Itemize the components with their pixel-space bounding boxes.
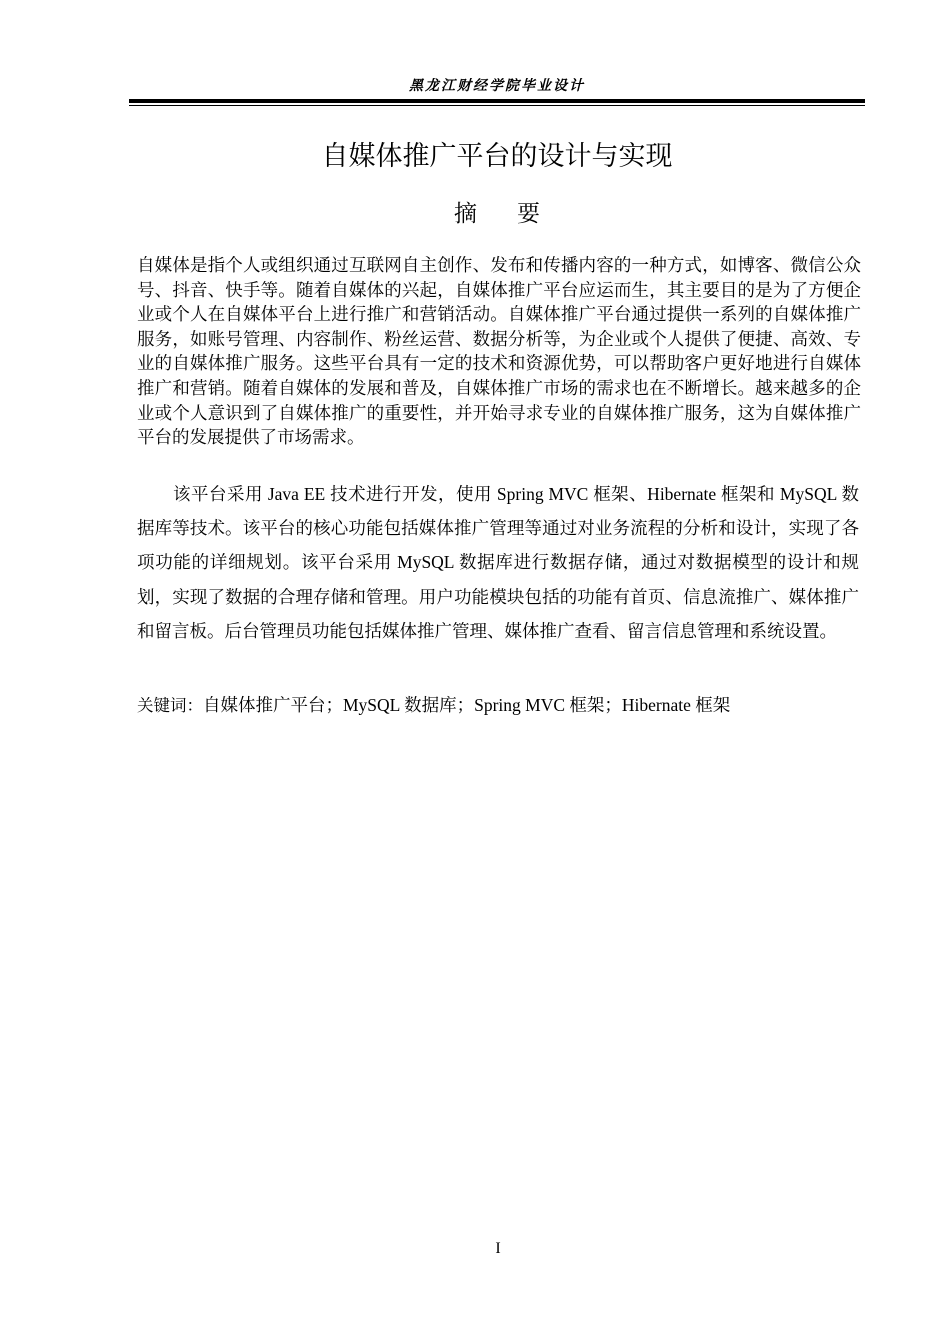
keywords-label: 关键词： — [137, 696, 203, 715]
header-rule-thick — [129, 99, 865, 103]
running-header — [129, 76, 865, 106]
page-number: I — [495, 1240, 501, 1257]
header-rule-thin — [129, 105, 865, 106]
abstract-heading-part1: 摘 — [454, 201, 477, 227]
abstract-heading — [129, 196, 865, 232]
keywords-text: 自媒体推广平台；MySQL 数据库；Spring MVC 框架；Hibernate 框架 — [203, 695, 731, 715]
abstract-paragraph-2: 该平台采用 Java EE 技术进行开发，使用 Spring MVC 框架、Hibernate 框架和 MySQL 数据库等技术。该平台的核心功能包括媒体推广管理等通过对业务流程的分析和设计，实现了各项功能的详细规划。该平台采用 MySQL 数据库进行数据存储，通过对数据模型的设计和规划，实现了数据的合理存储和管理。用户功能模块包括的功能有首页、信息流推广、媒体推广和留言板。后台管理员功能包括媒体推广管理、媒体推广查看、留言信息管理和系统设置。 — [137, 484, 859, 641]
document-title: 自媒体推广平台的设计与实现 — [321, 141, 673, 172]
abstract-paragraph-1: 自媒体是指个人或组织通过互联网自主创作、发布和传播内容的一种方式，如博客、微信公众号、抖音、快手等。随着自媒体的兴起，自媒体推广平台应运而生，其主要目的是为了方便企业或个人在自媒体平台上进行推广和营销活动。自媒体推广平台通过提供一系列的自媒体推广服务，如账号管理、内容制作、粉丝运营、数据分析等，为企业或个人提供了便捷、高效、专业的自媒体推广服务。这些平台具有一定的技术和资源优势，可以帮助客户更好地进行自媒体推广和营销。随着自媒体的发展和普及，自媒体推广市场的需求也在不断增长。越来越多的企业或个人意识到了自媒体推广的重要性，并开始寻求专业的自媒体推广服务，这为自媒体推广平台的发展提供了市场需求。 — [137, 255, 861, 448]
abstract-heading-part2: 要 — [517, 201, 540, 227]
running-header-title: 黑龙江财经学院毕业设计 — [409, 79, 585, 94]
keywords-line — [137, 690, 861, 721]
